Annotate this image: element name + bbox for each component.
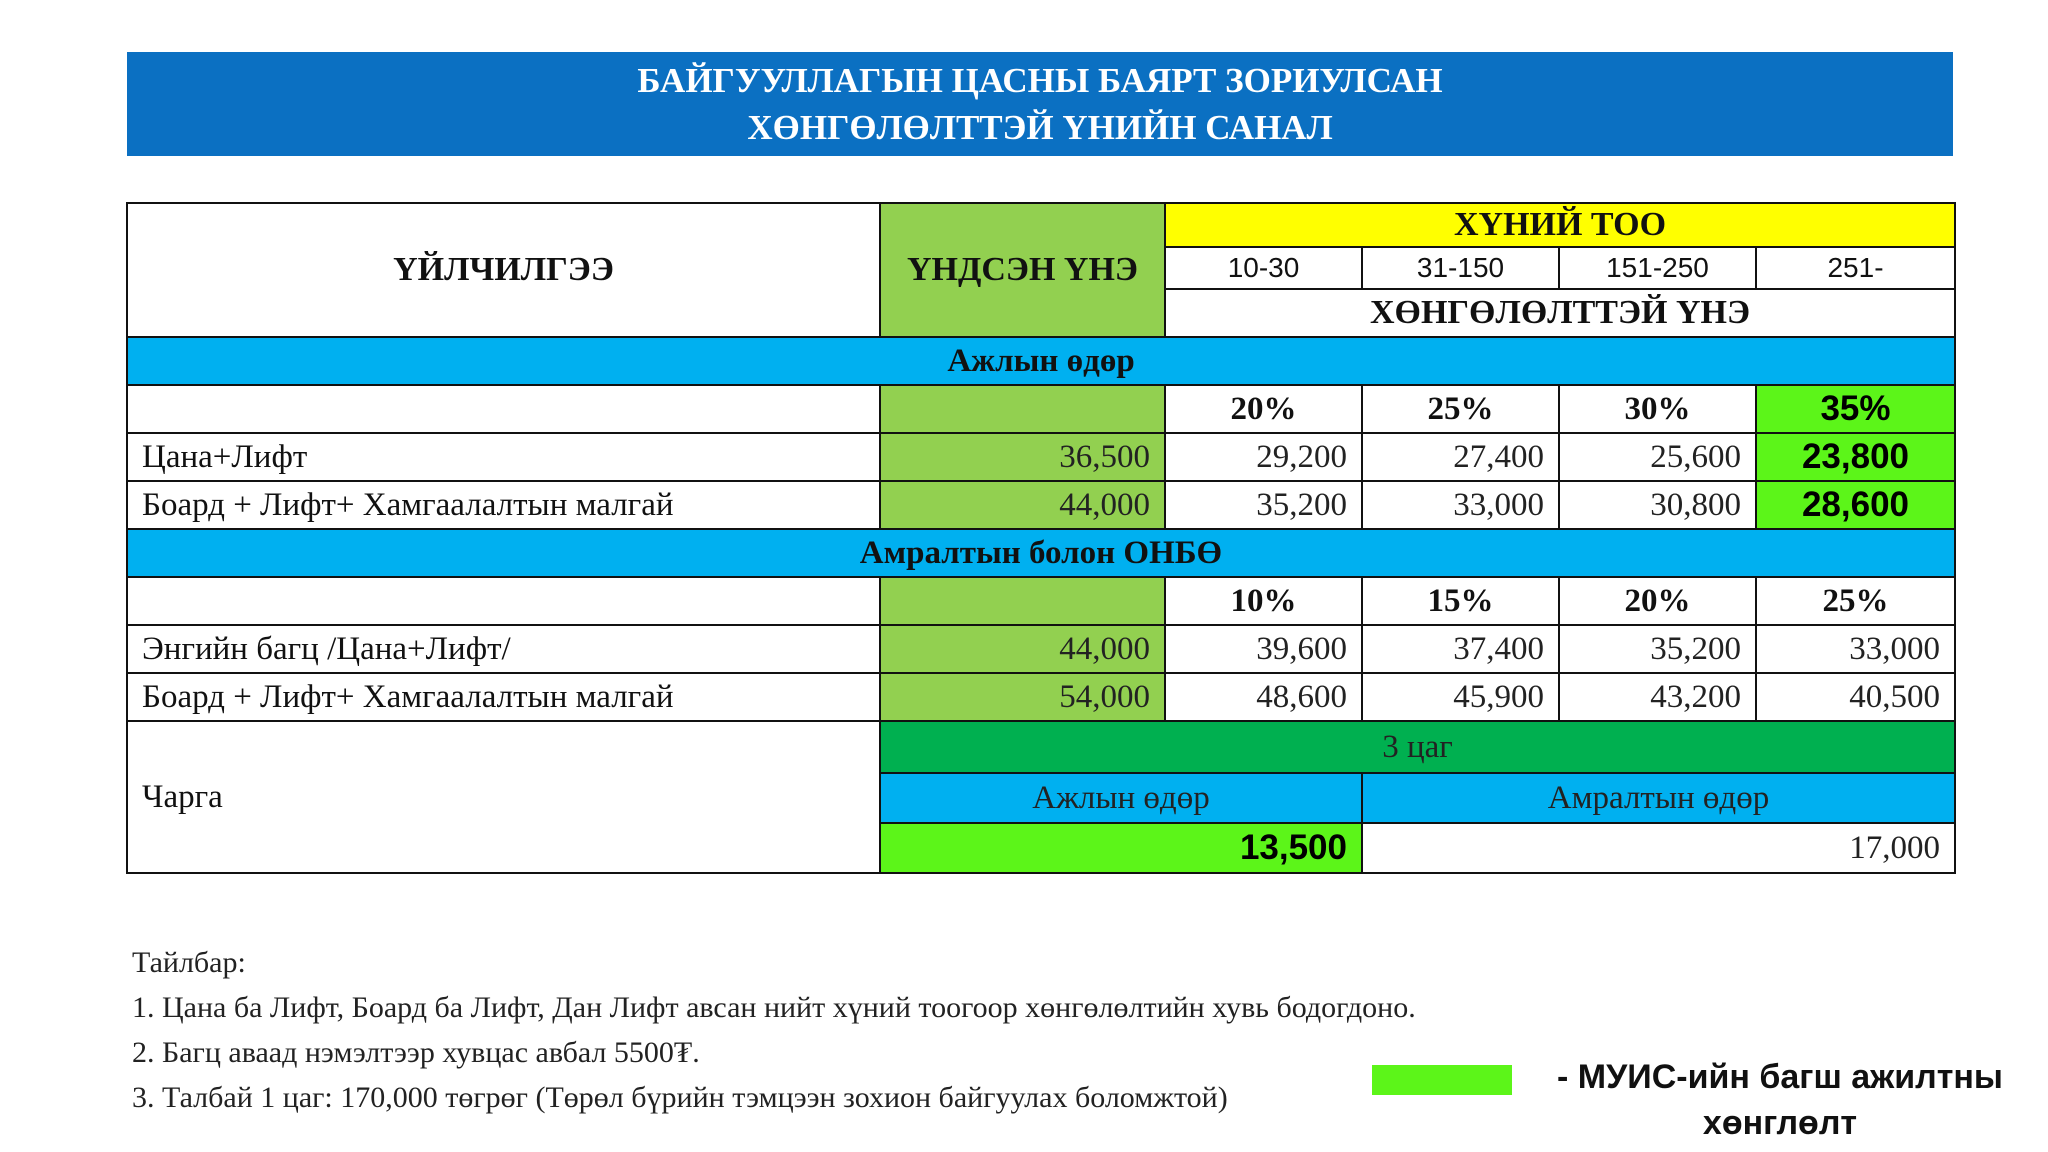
price-cell: 48,600: [1165, 673, 1362, 721]
service-name: Боард + Лифт+ Хамгаалалтын малгай: [127, 673, 880, 721]
table-row: [127, 625, 1955, 673]
legend-line2: хөнглөлт: [1702, 1104, 1858, 1142]
banner-title-line1: БАЙГУУЛЛАГЫН ЦАСНЫ БАЯРТ ЗОРИУЛСАН: [637, 61, 1443, 100]
table-row: [127, 673, 1955, 721]
price-cell: 40,500: [1756, 673, 1955, 721]
service-header: ҮЙЛЧИЛГЭЭ: [127, 203, 880, 337]
note-item: 2. Багц аваад нэмэлтээр хувцас авбал 5500₮.: [132, 1036, 700, 1069]
banner-title-line2: ХӨНГӨЛӨЛТТЭЙ ҮНИЙН САНАЛ: [747, 108, 1333, 147]
range-cell: 251-: [1756, 247, 1955, 289]
charga-weekday-price: 13,500: [880, 823, 1362, 873]
weekday-section-title: Ажлын өдөр: [127, 337, 1955, 385]
price-cell: 35,200: [1559, 625, 1756, 673]
charga-weekend-label: Амралтын өдөр: [1362, 773, 1955, 823]
empty-base-cell: [880, 385, 1165, 433]
service-name: Боард + Лифт+ Хамгаалалтын малгай: [127, 481, 880, 529]
price-cell-highlight: 28,600: [1756, 481, 1955, 529]
header-row-1: [127, 203, 1955, 247]
percent-cell: 20%: [1559, 577, 1756, 625]
weekend-section-title: Амралтын болон ОНБӨ: [127, 529, 1955, 577]
price-cell: 33,000: [1756, 625, 1955, 673]
price-table: [126, 202, 1956, 874]
percent-cell: 10%: [1165, 577, 1362, 625]
range-cell: 10-30: [1165, 247, 1362, 289]
discount-price-header: ХӨНГӨЛӨЛТТЭЙ ҮНЭ: [1165, 289, 1955, 337]
table-row: [127, 433, 1955, 481]
weekday-percent-row: [127, 385, 1955, 433]
empty-cell: [127, 385, 880, 433]
base-price: 44,000: [880, 625, 1165, 673]
price-cell: 45,900: [1362, 673, 1559, 721]
people-count-header: ХҮНИЙ ТОО: [1165, 203, 1955, 247]
charga-duration: 3 цаг: [880, 721, 1955, 773]
price-cell: 27,400: [1362, 433, 1559, 481]
section-row-weekday: [127, 337, 1955, 385]
percent-cell: 25%: [1362, 385, 1559, 433]
price-cell: 37,400: [1362, 625, 1559, 673]
service-name: Цана+Лифт: [127, 433, 880, 481]
price-cell-highlight: 23,800: [1756, 433, 1955, 481]
empty-cell: [127, 577, 880, 625]
range-cell: 151-250: [1559, 247, 1756, 289]
notes-title: Тайлбар:: [132, 946, 246, 979]
range-cell: 31-150: [1362, 247, 1559, 289]
base-price: 36,500: [880, 433, 1165, 481]
price-cell: 35,200: [1165, 481, 1362, 529]
price-cell: 39,600: [1165, 625, 1362, 673]
price-cell: 29,200: [1165, 433, 1362, 481]
charga-row-duration: [127, 721, 1955, 773]
charga-name: Чарга: [127, 721, 880, 873]
empty-base-cell: [880, 577, 1165, 625]
percent-cell: 15%: [1362, 577, 1559, 625]
notes: [132, 940, 1416, 1120]
charga-weekend-price: 17,000: [1362, 823, 1955, 873]
legend-swatch: [1372, 1065, 1512, 1095]
base-price: 54,000: [880, 673, 1165, 721]
legend-line1: - МУИС-ийн багш ажилтны: [1557, 1058, 2003, 1096]
base-price: 44,000: [880, 481, 1165, 529]
percent-cell: 25%: [1756, 577, 1955, 625]
price-cell: 25,600: [1559, 433, 1756, 481]
price-cell: 43,200: [1559, 673, 1756, 721]
percent-cell: 20%: [1165, 385, 1362, 433]
weekend-percent-row: [127, 577, 1955, 625]
title-banner: [127, 52, 1953, 156]
percent-cell-highlight: 35%: [1756, 385, 1955, 433]
legend-text: [1520, 1054, 2040, 1146]
note-item: 3. Талбай 1 цаг: 170,000 төгрөг (Төрөл бүрийн тэмцээн зохион байгуулах боломжтой): [132, 1081, 1228, 1114]
table-row: [127, 481, 1955, 529]
note-item: 1. Цана ба Лифт, Боард ба Лифт, Дан Лифт авсан нийт хүний тоогоор хөнгөлөлтийн хувь бодогдоно.: [132, 991, 1416, 1024]
base-price-header: ҮНДСЭН ҮНЭ: [880, 203, 1165, 337]
section-row-weekend: [127, 529, 1955, 577]
price-cell: 33,000: [1362, 481, 1559, 529]
charga-weekday-label: Ажлын өдөр: [880, 773, 1362, 823]
service-name: Энгийн багц /Цана+Лифт/: [127, 625, 880, 673]
price-cell: 30,800: [1559, 481, 1756, 529]
percent-cell: 30%: [1559, 385, 1756, 433]
